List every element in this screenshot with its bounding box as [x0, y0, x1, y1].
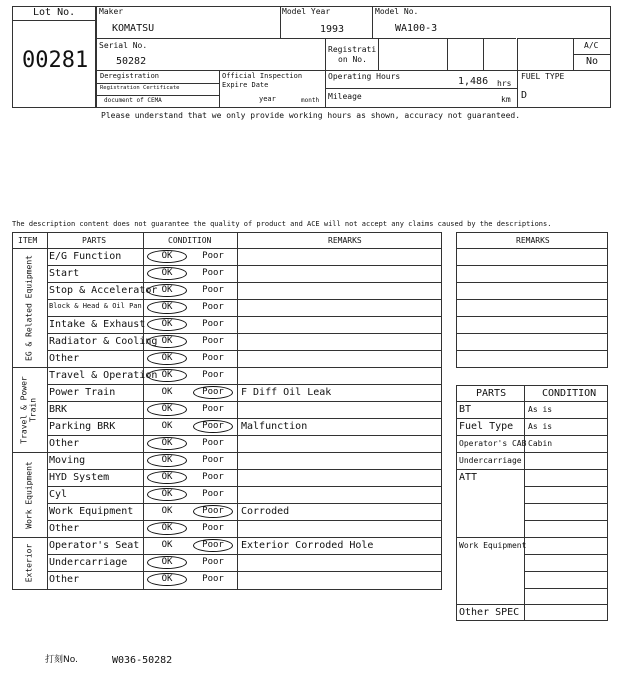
- inspection-label-1: Official Inspection: [222, 72, 303, 80]
- part-name: Power Train: [49, 387, 116, 398]
- poor-option: Poor: [202, 319, 224, 329]
- poor-option: Poor: [202, 574, 224, 584]
- poor-option: Poor: [202, 455, 224, 465]
- part-name: Work Equipment: [49, 506, 134, 517]
- condition-header: CONDITION: [542, 388, 597, 399]
- parts-row-work-equipment: Work Equipment: [459, 541, 527, 550]
- lot-label: Lot No.: [33, 7, 76, 18]
- ok-circled: OK: [147, 352, 187, 365]
- ok-circled: OK: [147, 454, 187, 467]
- model-year-label: Model Year: [282, 7, 331, 16]
- poor-option: Poor: [202, 251, 224, 261]
- parts-row-undercarriage: Undercarriage: [459, 456, 522, 465]
- part-name: Stop & Accelerator: [49, 285, 158, 296]
- ac-label: A/C: [584, 41, 599, 50]
- poor-option: Poor: [202, 268, 224, 278]
- registration-certificate-label: Registration Certificate: [100, 85, 180, 91]
- ok-circled: OK: [147, 284, 187, 297]
- maker-value: KOMATSU: [112, 23, 155, 34]
- poor-option: Poor: [202, 557, 224, 567]
- parts-row-bt: BT: [459, 404, 472, 415]
- row-remark: Corroded: [241, 506, 290, 517]
- part-name: Other: [49, 574, 80, 585]
- ok-circled: OK: [147, 318, 187, 331]
- operating-hours-label: Operating Hours: [328, 72, 401, 81]
- registration-label-2: on No.: [338, 55, 367, 64]
- maker-label: Maker: [99, 7, 124, 16]
- col-item-header: ITEM: [18, 236, 38, 245]
- year-label: year: [259, 95, 276, 103]
- parts-row-operator-cab: Operator's CAB: [459, 439, 527, 448]
- ok-circled: OK: [147, 522, 187, 535]
- disclaimer: The description content does not guarantee the quality of product and ACE will not accept any claims caused by the descriptions.: [12, 220, 552, 228]
- fuel-type-value: D: [521, 90, 528, 101]
- part-name: E/G Function: [49, 251, 122, 262]
- serial-label: Serial No.: [99, 41, 148, 50]
- month-label: month: [301, 97, 320, 104]
- ok-option: OK: [161, 506, 173, 516]
- parts-row-fuel-type-condition: As is: [528, 422, 553, 431]
- ok-circled: OK: [147, 471, 187, 484]
- row-remark: Exterior Corroded Hole: [241, 540, 374, 551]
- engraving-value: W036-50282: [112, 655, 173, 666]
- poor-circled: Poor: [193, 505, 233, 518]
- part-name: Undercarriage: [49, 557, 128, 568]
- parts-row-operator-cab-condition: Cabin: [528, 439, 553, 448]
- part-name: Other: [49, 353, 80, 364]
- col-condition-header: CONDITION: [168, 236, 212, 245]
- hrs-unit: hrs: [497, 79, 512, 88]
- group-label: Exterior: [24, 543, 34, 582]
- part-name: BRK: [49, 404, 68, 415]
- poor-option: Poor: [202, 472, 224, 482]
- parts-row-fuel-type: Fuel Type: [459, 421, 514, 432]
- col-parts-header: PARTS: [82, 236, 107, 245]
- ok-option: OK: [161, 421, 173, 431]
- lot-number: 00281: [22, 48, 89, 73]
- part-name: Other: [49, 438, 80, 449]
- document-label: document of CEMA: [104, 97, 162, 104]
- ok-option: OK: [161, 387, 173, 397]
- ok-circled: OK: [147, 369, 187, 382]
- ok-circled: OK: [147, 488, 187, 501]
- serial-value: 50282: [116, 56, 147, 67]
- col-remarks-header: REMARKS: [328, 236, 362, 245]
- km-unit: km: [501, 95, 511, 104]
- part-name: Operator's Seat: [49, 540, 140, 551]
- part-name: Parking BRK: [49, 421, 116, 432]
- ok-circled: OK: [147, 437, 187, 450]
- poor-option: Poor: [202, 438, 224, 448]
- ok-circled: OK: [147, 335, 187, 348]
- poor-option: Poor: [202, 302, 224, 312]
- part-name: Cyl: [49, 489, 68, 500]
- part-name: Other: [49, 523, 80, 534]
- ok-circled: OK: [147, 267, 187, 280]
- part-name: Moving: [49, 455, 86, 466]
- part-name: Block & Head & Oil Pan: [49, 302, 142, 310]
- poor-option: Poor: [202, 523, 224, 533]
- accuracy-note: Please understand that we only provide working hours as shown, accuracy not guaranteed.: [101, 111, 521, 120]
- fuel-type-label: FUEL TYPE: [521, 72, 565, 81]
- poor-circled: Poor: [193, 386, 233, 399]
- poor-option: Poor: [202, 336, 224, 346]
- ok-circled: OK: [147, 403, 187, 416]
- operating-hours-value: 1,486: [458, 76, 489, 87]
- poor-option: Poor: [202, 404, 224, 414]
- poor-option: Poor: [202, 489, 224, 499]
- part-name: Start: [49, 268, 80, 279]
- ok-circled: OK: [147, 556, 187, 569]
- group-label: Travel & Power Train: [19, 375, 38, 444]
- engraving-label: 打刻No.: [45, 655, 78, 665]
- deregistration-label: Deregistration: [100, 72, 160, 80]
- group-label: Work Equipment: [24, 460, 34, 529]
- row-remark: F Diff Oil Leak: [241, 387, 332, 398]
- ok-option: OK: [161, 540, 173, 550]
- model-no-label: Model No.: [375, 7, 419, 16]
- parts-row-att: ATT: [459, 472, 478, 483]
- ok-circled: OK: [147, 573, 187, 586]
- model-no-value: WA100-3: [395, 23, 438, 34]
- registration-label-1: Registrati: [328, 45, 377, 54]
- part-name: Radiator & Cooling: [49, 336, 158, 347]
- part-name: Intake & Exhaust: [49, 319, 146, 330]
- poor-option: Poor: [202, 285, 224, 295]
- poor-option: Poor: [202, 353, 224, 363]
- parts-row-other-spec: Other SPEC: [459, 607, 520, 618]
- right-remarks-header: REMARKS: [516, 236, 550, 245]
- ok-circled: OK: [147, 250, 187, 263]
- row-remark: Malfunction: [241, 421, 308, 432]
- part-name: HYD System: [49, 472, 110, 483]
- group-label: EG & Related Equipment: [24, 254, 34, 361]
- poor-circled: Poor: [193, 539, 233, 552]
- parts-header: PARTS: [476, 388, 507, 399]
- poor-option: Poor: [202, 370, 224, 380]
- part-name: Travel & Operation: [49, 370, 158, 381]
- ok-circled: OK: [147, 301, 187, 314]
- poor-circled: Poor: [193, 420, 233, 433]
- model-year-value: 1993: [320, 24, 345, 35]
- parts-row-bt-condition: As is: [528, 405, 553, 414]
- mileage-label: Mileage: [328, 92, 362, 101]
- inspection-label-2: Expire Date: [222, 81, 269, 89]
- ac-value: No: [586, 56, 599, 67]
